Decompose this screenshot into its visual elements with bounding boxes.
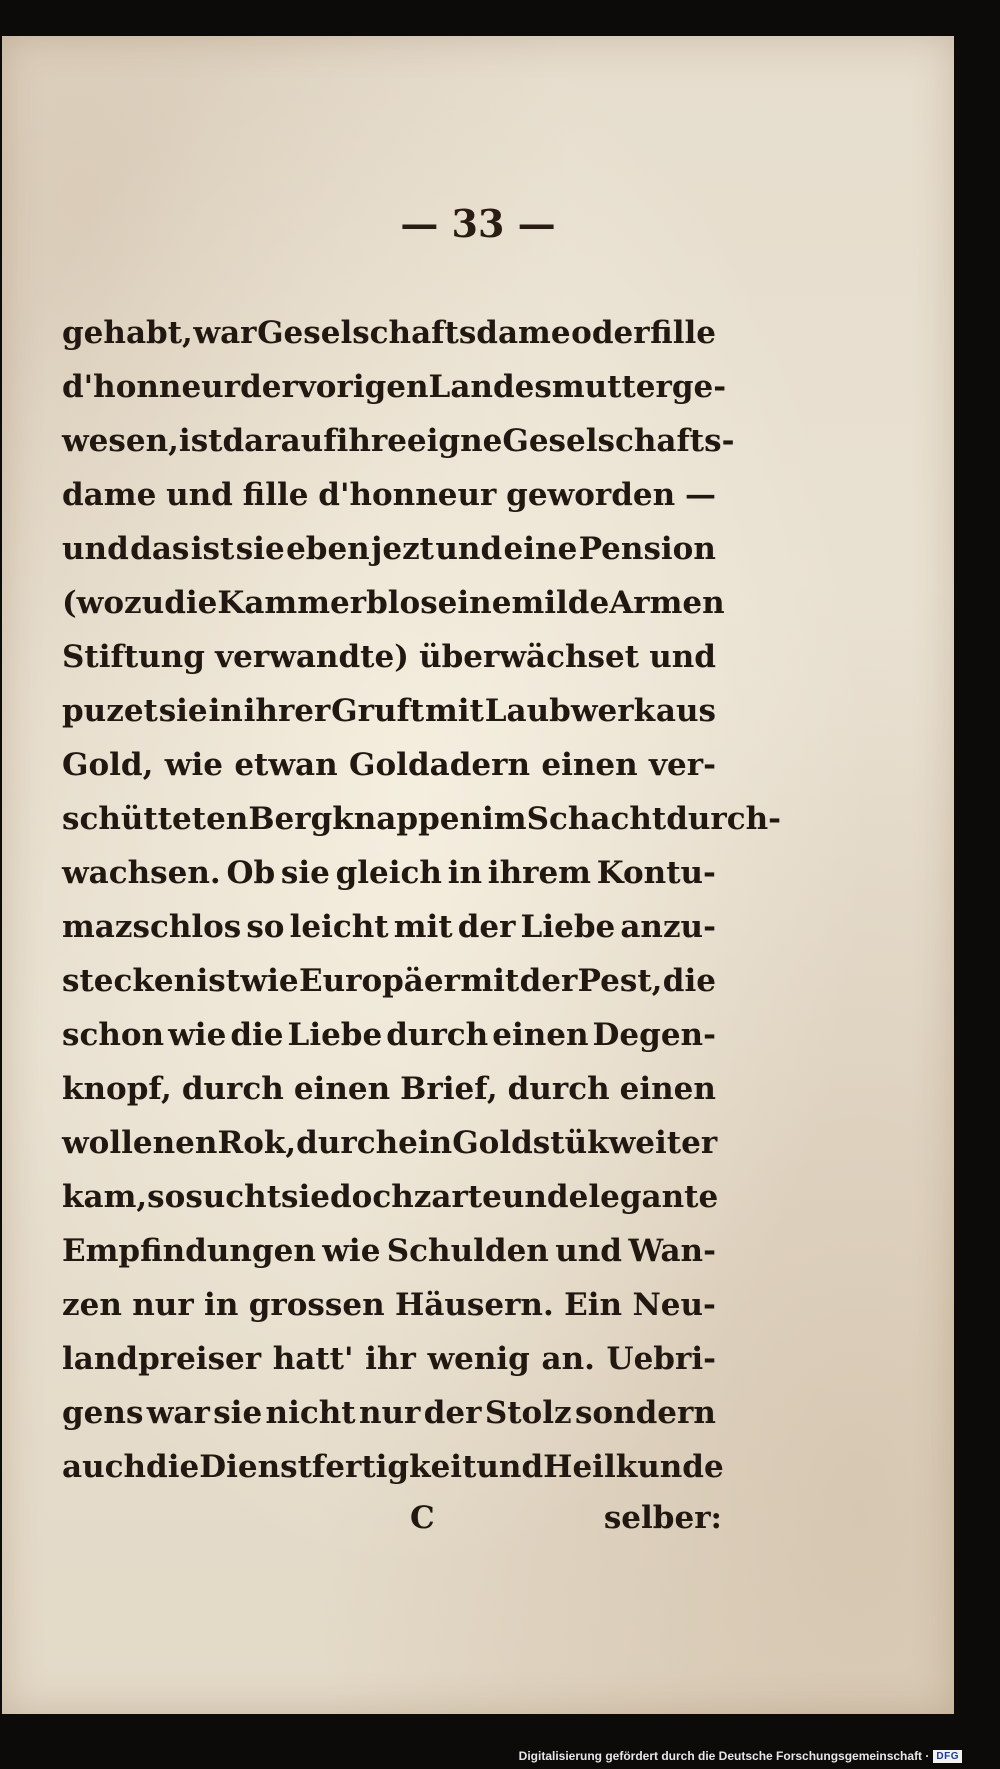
text-line xyxy=(62,846,716,900)
word: jezt xyxy=(371,531,434,567)
word: Geselschaftsdame xyxy=(257,315,571,351)
word: einen xyxy=(619,1071,716,1107)
word: sie xyxy=(280,855,330,891)
word: einen xyxy=(492,1017,589,1053)
text-line xyxy=(62,1062,716,1116)
word: und xyxy=(435,531,503,567)
word: Pest, xyxy=(577,963,663,999)
word: Wan- xyxy=(628,1233,716,1269)
word: ver- xyxy=(649,747,716,783)
word: ihrer xyxy=(243,693,331,729)
word: durch- xyxy=(666,801,782,837)
word: das xyxy=(130,531,190,567)
word: zarte xyxy=(413,1179,502,1215)
word: gehabt, xyxy=(62,315,193,351)
word: zen xyxy=(62,1287,122,1323)
word: dame xyxy=(62,477,157,513)
text-line xyxy=(62,414,735,468)
word: fille xyxy=(242,477,309,513)
word: die xyxy=(230,1017,284,1053)
word: sie xyxy=(158,693,208,729)
word: die xyxy=(146,1449,200,1485)
word: Schulden xyxy=(386,1233,549,1269)
word: Kammer xyxy=(217,585,367,621)
digitization-credit xyxy=(519,1749,962,1763)
text-line xyxy=(62,1332,716,1386)
word: ist xyxy=(178,423,223,459)
word: schütteten xyxy=(62,801,249,837)
word: eigne xyxy=(406,423,503,459)
word: wenig xyxy=(427,1341,530,1377)
word: milde xyxy=(511,585,610,621)
text-line xyxy=(62,360,727,414)
word: Empfindungen xyxy=(62,1233,316,1269)
word: wie xyxy=(164,747,223,783)
word: der xyxy=(240,369,298,405)
word: so xyxy=(246,909,285,945)
word: einen xyxy=(293,1071,391,1107)
word: in xyxy=(447,855,483,891)
word: verwandte) xyxy=(215,639,409,675)
word: Pension xyxy=(578,531,716,567)
word: grossen xyxy=(248,1287,385,1323)
word: an. xyxy=(541,1341,595,1377)
word: ge- xyxy=(671,369,727,405)
word: sie xyxy=(213,1395,263,1431)
word: Bergknappen xyxy=(248,801,483,837)
word: ein xyxy=(398,1125,453,1161)
word: eben xyxy=(286,531,370,567)
word: Liebe xyxy=(287,1017,383,1053)
text-line xyxy=(62,1008,716,1062)
text-line xyxy=(62,630,716,684)
word: Dienstfertigkeit xyxy=(199,1449,477,1485)
word: sondern xyxy=(574,1395,716,1431)
word: oder xyxy=(571,315,650,351)
word: Gold, xyxy=(62,747,154,783)
word: anzu- xyxy=(620,909,716,945)
text-line xyxy=(62,468,716,522)
word: fille xyxy=(650,315,716,351)
dfg-logo: DFG xyxy=(933,1750,962,1763)
word: durch xyxy=(181,1071,284,1107)
catchword: selber: xyxy=(603,1500,722,1536)
text-line xyxy=(62,792,782,846)
word: mit xyxy=(425,693,484,729)
word: vorigen xyxy=(297,369,429,405)
word: mit xyxy=(393,909,453,945)
text-line xyxy=(62,522,716,576)
word: in xyxy=(204,1287,239,1323)
word: auch xyxy=(62,1449,147,1485)
word: sie xyxy=(235,531,285,567)
word: einen xyxy=(541,747,638,783)
text-line xyxy=(62,1278,716,1332)
word: Stolz xyxy=(484,1395,572,1431)
word: Uebri- xyxy=(606,1341,716,1377)
text-line xyxy=(62,684,716,738)
word: etwan xyxy=(234,747,338,783)
word: so xyxy=(147,1179,186,1215)
word: durch xyxy=(296,1125,399,1161)
word: überwächset xyxy=(419,639,640,675)
word: darauf xyxy=(222,423,337,459)
text-line xyxy=(62,954,716,1008)
book-page xyxy=(2,36,954,1714)
word: in xyxy=(208,693,243,729)
signature-mark: C xyxy=(410,1500,435,1536)
word: und xyxy=(649,639,716,675)
word: ist xyxy=(196,963,241,999)
text-line xyxy=(62,1170,719,1224)
word: nur xyxy=(358,1395,421,1431)
text-line xyxy=(62,900,716,954)
word: die xyxy=(662,963,716,999)
word: mit xyxy=(460,963,520,999)
word: d'honneur xyxy=(62,369,241,405)
word: Landesmutter xyxy=(428,369,672,405)
word: kam, xyxy=(62,1179,148,1215)
word: ihr xyxy=(365,1341,416,1377)
word: Europäer xyxy=(298,963,460,999)
word: wie xyxy=(322,1233,381,1269)
word: Laubwerk xyxy=(484,693,656,729)
word: wie xyxy=(240,963,299,999)
word: landpreiser xyxy=(62,1341,262,1377)
word: Kontu- xyxy=(596,855,716,891)
word: Heilkunde xyxy=(543,1449,724,1485)
word: war xyxy=(146,1395,210,1431)
text-line xyxy=(62,1440,724,1494)
word: Goldadern xyxy=(349,747,530,783)
word: Häusern. xyxy=(394,1287,554,1323)
word: geworden xyxy=(506,477,676,513)
word: war xyxy=(193,315,257,351)
text-line xyxy=(62,738,716,792)
word: durch xyxy=(507,1071,610,1107)
word: Ein xyxy=(564,1287,623,1323)
word: Brief, xyxy=(400,1071,498,1107)
word: Ob xyxy=(226,855,276,891)
word: gleich xyxy=(335,855,442,891)
word: Degen- xyxy=(592,1017,716,1053)
word: und xyxy=(555,1233,622,1269)
word: sie xyxy=(281,1179,330,1215)
word: stecken xyxy=(62,963,197,999)
word: und xyxy=(501,1179,569,1215)
word: leicht xyxy=(289,909,389,945)
word: Rok, xyxy=(217,1125,297,1161)
word: im xyxy=(482,801,527,837)
word: wachsen. xyxy=(62,855,221,891)
word: und xyxy=(62,531,129,567)
word: gens xyxy=(62,1395,144,1431)
word: ihrem xyxy=(487,855,591,891)
word: der xyxy=(423,1395,482,1431)
word: und xyxy=(476,1449,544,1485)
word: wollenen xyxy=(62,1125,218,1161)
word: doch xyxy=(330,1179,414,1215)
word: wie xyxy=(168,1017,227,1053)
word: wesen, xyxy=(62,423,179,459)
word: weiter xyxy=(608,1125,718,1161)
text-line xyxy=(62,306,716,360)
word: ist xyxy=(190,531,235,567)
word: Armen xyxy=(609,585,725,621)
word: Liebe xyxy=(520,909,616,945)
page-footer xyxy=(62,1491,722,1545)
word: Stiftung xyxy=(62,639,205,675)
word: sucht xyxy=(185,1179,282,1215)
text-line xyxy=(62,576,725,630)
word: der xyxy=(519,963,578,999)
word: nicht xyxy=(265,1395,356,1431)
word: Gruft xyxy=(331,693,425,729)
word: der xyxy=(457,909,516,945)
word: blos xyxy=(366,585,438,621)
credit-text: Digitalisierung gefördert durch die Deutsche Forschungsgemeinschaft · xyxy=(518,1749,930,1763)
word: und xyxy=(166,477,233,513)
word: (wozu xyxy=(62,585,165,621)
word: aus xyxy=(655,693,716,729)
word: schon xyxy=(62,1017,165,1053)
word: hatt' xyxy=(272,1341,354,1377)
text-block xyxy=(62,306,782,1494)
word: Schacht xyxy=(526,801,667,837)
word: durch xyxy=(386,1017,489,1053)
word: knopf, xyxy=(62,1071,172,1107)
word: ihre xyxy=(336,423,407,459)
word: elegante xyxy=(568,1179,719,1215)
word: Geselschafts- xyxy=(502,423,735,459)
word: puzet xyxy=(62,693,158,729)
word: Neu- xyxy=(632,1287,716,1323)
word: Goldstük xyxy=(452,1125,609,1161)
word: d'honneur xyxy=(318,477,497,513)
word: — xyxy=(684,477,716,513)
word: die xyxy=(164,585,218,621)
word: eine xyxy=(437,585,512,621)
word: nur xyxy=(132,1287,194,1323)
text-line xyxy=(62,1386,716,1440)
text-line xyxy=(62,1224,716,1278)
word: eine xyxy=(503,531,578,567)
word: mazschlos xyxy=(62,909,242,945)
text-line xyxy=(62,1116,716,1170)
page-number: — 33 — xyxy=(400,201,556,246)
